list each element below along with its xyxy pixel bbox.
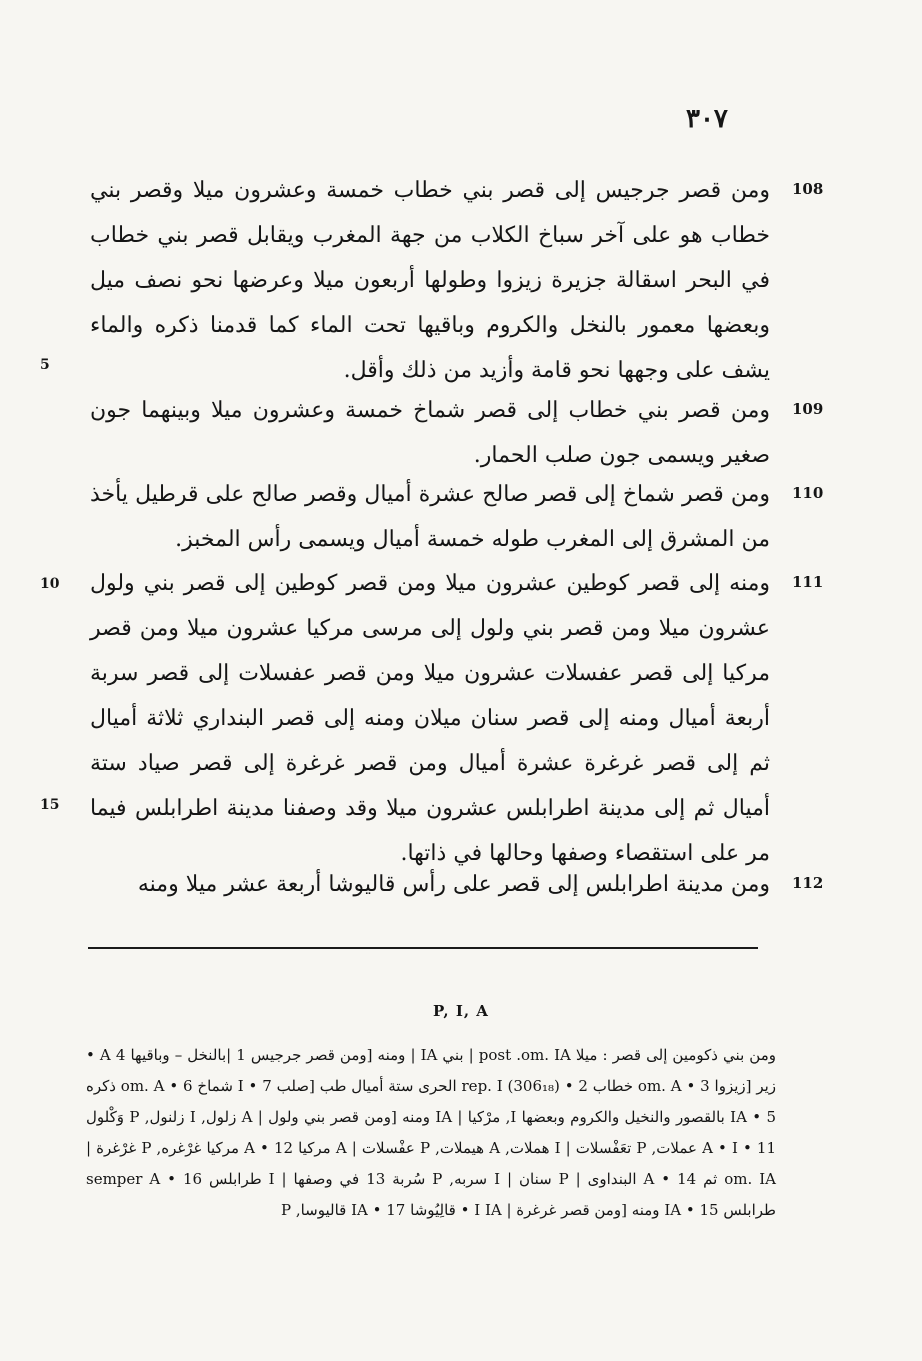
paragraph-111 <box>60 561 862 876</box>
page-number: ٣٠٧ <box>686 104 728 134</box>
paragraph-112 <box>60 862 862 907</box>
paragraph-number: 112 <box>792 874 824 892</box>
paragraph-110 <box>60 472 862 562</box>
paragraph-109 <box>60 388 862 478</box>
paragraph-text: ومن قصر جرجيس إلى قصر بني خطاب خمسة وعشرون ميلا وقصر بني خطاب هو على آخر سباخ الكلاب من جهة المغرب ويقابل قصر بني خطاب في البحر اسقالة جزيرة زيزوا وطولها أربعون ميلا وعرضها نحو نصف ميل وبعضها معمور بالنخل والكروم وباقيها تحت الماء كما قدمنا ذكره والماء يشف على وجهها نحو قامة وأزيد من ذلك وأقل. <box>90 178 770 383</box>
paragraph-text: ومنه إلى قصر كوطين عشرون ميلا ومن قصر كوطين إلى قصر بني ولول عشرون ميلا ومن قصر بني ولول إلى مرسى مركيا عشرون ميلا ومن قصر مركيا إلى قصر عفسلات عشرون ميلا ومن قصر عفسلات إلى قصر سربة أربعة أميال ومنه إلى قصر سنان ميلان ومنه إلى قصر البنداري ثلاثة أميال ثم إلى قصر غرغرة عشرة أميال ومن قصر غرغرة إلى قصر صياد ستة أميال ثم إلى مدينة اطرابلس عشرون ميلا وقد وصفنا مدينة اطرابلس فيما مر على استقصاء وصفها وحالها في ذاتها. <box>90 571 770 866</box>
footnote-divider <box>88 947 758 949</box>
paragraph-number: 109 <box>792 400 824 418</box>
manuscript-sigla: P, I, A <box>433 1002 489 1020</box>
paragraph-text: ومن قصر شماخ إلى قصر صالح عشرة أميال وقصر صالح على قرطيل يأخذ من المشرق إلى المغرب طوله خمسة أميال ويسمى رأس المخبز. <box>90 482 770 552</box>
line-marker-15: 15 <box>40 797 60 813</box>
paragraph-108 <box>60 168 862 393</box>
paragraph-text: ومن مدينة اطرابلس إلى قصر على رأس قاليوشا أربعة عشر ميلا ومنه <box>137 872 770 897</box>
paragraph-number: 110 <box>792 484 824 502</box>
paragraph-number: 111 <box>792 573 824 591</box>
paragraph-number: 108 <box>792 180 824 198</box>
paragraph-text: ومن قصر بني خطاب إلى قصر شماخ خمسة وعشرون ميلا وبينهما جون صغير ويسمى جون صلب الحمار. <box>90 398 770 468</box>
line-marker-5: 5 <box>40 357 50 373</box>
line-marker-10: 10 <box>40 576 60 592</box>
critical-apparatus: ومن بني ذكومين إلى قصر : ميلا post .om. IA | بني IA | ومنه [ومن قصر جرجيس 1 |بالنخل – وباقيها 4 A • زير [زيزوا 3 • om. A خطاب 2 • (rep. I (306₁₈ الحرى ستة أميال طب [صلب 7 • I شماخ 6 • om. A ذكره 5 • IA بالقصور والنخيل والكروم وبعضها I, مرْكيا | IA ومنه [ومن قصر بني ولول | A زلول, I زلنول, P وَكْلول 11 • A • I عملات, P تعَفْسلات | I هملات, A هيملات, P عفْسلات | A مركيا 12 • A مركيا غرْغره, P غرْغرة | om. IA ثم 14 • A البنداوى | P سنان | I سربه, P سُربة 13 في وصفها | I طرابلس 16 • semper A طرابلس 15 • IA ومنه [ومن قصر غرغرة | I IA • قالِيُوشا 17 • IA قاليوسا, P <box>86 1046 777 1219</box>
